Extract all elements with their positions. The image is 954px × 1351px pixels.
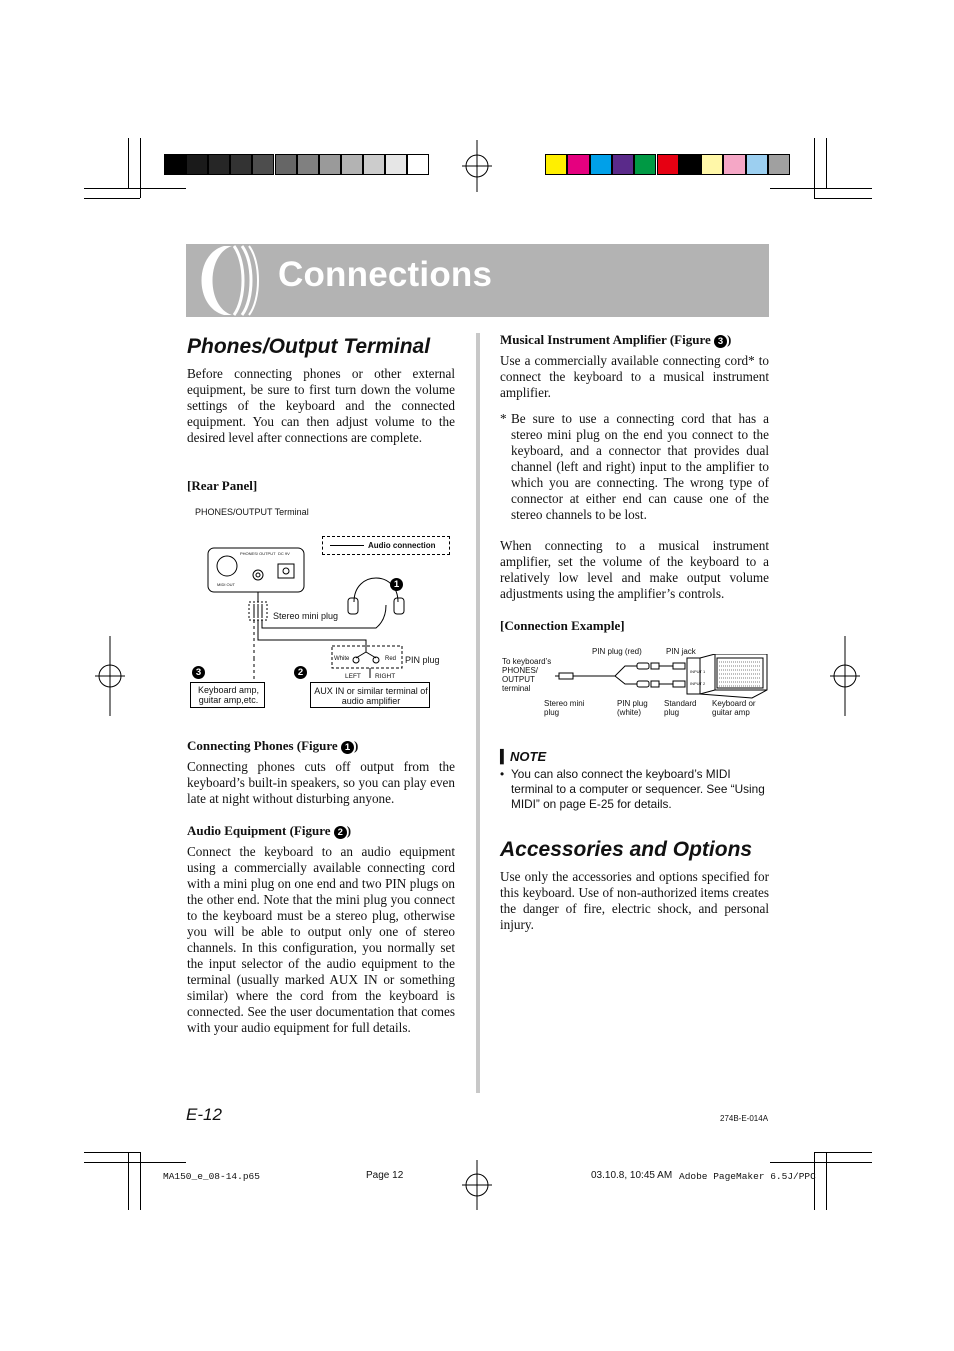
color-bars-swatch [701, 154, 723, 175]
color-bars-swatch [768, 154, 790, 175]
pin-jack-label: PIN jack [666, 647, 696, 656]
gray-bars-swatch [385, 154, 407, 175]
audio-heading: Audio Equipment (Figure 2 ) [187, 823, 352, 838]
footnote-mark: * [500, 411, 507, 426]
gray-bars-swatch [208, 154, 230, 175]
color-bars-swatch [634, 154, 656, 175]
page-title: Connections [278, 255, 493, 294]
figure-2-inline-badge: 2 [334, 826, 347, 839]
color-bars-swatch [567, 154, 589, 175]
color-bars-swatch [679, 154, 701, 175]
gray-bars-swatch [297, 154, 319, 175]
gray-bars-swatch [319, 154, 341, 175]
pin-plug-white-label: PIN plug (white) [617, 699, 648, 717]
connection-example-label: [Connection Example] [500, 618, 625, 633]
slug-date: 03.10.8, 10:45 AM [591, 1170, 673, 1181]
legend-label: Audio connection [368, 541, 436, 550]
audio-text: Connect the keyboard to an audio equipment using a commercially available connecting cord with a mini plug on one end and two PIN plugs on the other end. Note that the mini plug you connect to the keyboard must be a stereo plug, otherwise you will be able to output only one of stereo channels. In this configuration, you normally set the input selector of the audio equipment to the terminal (usually marked AUX IN or something similar) where the cord from the keyboard is connected. See the user documentation that comes with your audio equipment for full details. [187, 844, 455, 1035]
note-text: You can also connect the keyboard’s MIDI terminal to a computer or sequencer. See “Using MIDI” on page E-25 for details. [511, 767, 765, 811]
amp-text-1: Use a commercially available connecting cord* to connect the keyboard to a musical instrument amplifier. [500, 353, 769, 400]
note-heading: ▍NOTE [500, 749, 547, 764]
document-code: 274B-E-014A [720, 1114, 769, 1123]
color-bars-swatch [723, 154, 745, 175]
slug-app: Adobe PageMaker 6.5J/PPC [679, 1171, 816, 1182]
section-title-accessories: Accessories and Options [500, 838, 753, 861]
note-item: • You can also connect the keyboard’s MIDI terminal to a computer or sequencer. See “Using MIDI” on page E-25 for details. [500, 767, 769, 812]
red-label: Red [385, 656, 397, 662]
section-title-phones: Phones/Output Terminal [187, 335, 431, 358]
keyboard-amp-label: Keyboard or guitar amp [712, 699, 756, 717]
input-2-label: INPUT 2 [690, 681, 706, 686]
pin-plug-red-label: PIN plug (red) [592, 647, 642, 656]
connection-drawing [555, 654, 770, 700]
gray-bars-swatch [230, 154, 252, 175]
figure-3-badge: 3 [192, 666, 205, 679]
right-label: RIGHT [375, 673, 396, 680]
figure-2-badge: 2 [294, 666, 307, 679]
header-bracket-icon [194, 244, 260, 317]
left-label: LEFT [345, 673, 361, 680]
pin-plug-label: PIN plug [405, 655, 440, 665]
phones-text: Connecting phones cuts off output from the keyboard’s built-in speakers, so you can play even late at night without disturbing anyone. [187, 759, 455, 806]
amp-heading: Musical Instrument Amplifier (Figure 3 ) [500, 332, 732, 347]
gray-bars-swatch [164, 154, 186, 175]
amp-footnote: Be sure to use a connecting cord that has a stereo mini plug on the end you connect to the keyboard, and a connector that provides dual channel (left and right) input to the amplifier to which you are connecting. The wrong type of connector at either end can cause one of the stereo channels to be lost. [511, 411, 769, 522]
gray-bars-swatch [186, 154, 208, 175]
input-1-label: INPUT 1 [690, 669, 706, 674]
phones-heading: Connecting Phones (Figure 1 ) [187, 738, 359, 753]
phones-intro-text: Before connecting phones or other external equipment, be sure to first turn down the volume settings of the keyboard and the connected equipment. You can then adjust volume to the desired level after connections are complete. [187, 366, 455, 445]
to-keyboard-label: To keyboard’s PHONES/ OUTPUT terminal [502, 657, 552, 693]
figure-1-badge: 1 [390, 578, 403, 591]
color-bars-swatch [612, 154, 634, 175]
stereo-mini-plug-label: Stereo mini plug [273, 611, 339, 621]
accessories-text: Use only the accessories and options specified for this keyboard. Use of non-authorized items creates the danger of fire, electric shock, and personal injury. [500, 869, 769, 932]
gray-bars-swatch [252, 154, 274, 175]
amp-text-2: When connecting to a musical instrument amplifier, set the volume of the keyboard to a relatively low level and make output volume adjustments using the amplifier’s controls. [500, 538, 769, 601]
terminal-label: PHONES/OUTPUT Terminal [195, 507, 309, 517]
slug-file: MA150_e_08-14.p65 [163, 1171, 260, 1182]
column-divider [476, 333, 480, 1093]
figure-3-box: Keyboard amp, guitar amp,etc. [190, 682, 265, 708]
figure-2-box: AUX IN or similar terminal of audio amplifier [310, 682, 430, 708]
color-bars-swatch [590, 154, 612, 175]
gray-bars-swatch [407, 154, 429, 175]
figure-1-inline-badge: 1 [341, 741, 354, 754]
white-label: White [334, 656, 350, 662]
figure-3-inline-badge: 3 [714, 335, 727, 348]
panel-midi-label: MIDI OUT [217, 582, 235, 587]
page-number: E-12 [186, 1105, 222, 1124]
color-bars-swatch [746, 154, 768, 175]
standard-plug-label: Standard plug [664, 699, 697, 717]
panel-dc-label: DC 9V [278, 551, 290, 556]
color-bars-swatch [657, 154, 679, 175]
gray-bars-swatch [275, 154, 297, 175]
color-bars-swatch [545, 154, 567, 175]
rear-panel-label: [Rear Panel] [187, 478, 258, 493]
slug-page: Page 12 [366, 1170, 404, 1181]
note-icon: ▍ [500, 749, 510, 764]
gray-bars-swatch [363, 154, 385, 175]
gray-bars-swatch [341, 154, 363, 175]
panel-phones-label: PHONES/ OUTPUT [240, 551, 276, 556]
stereo-mini-label: Stereo mini plug [544, 699, 585, 717]
